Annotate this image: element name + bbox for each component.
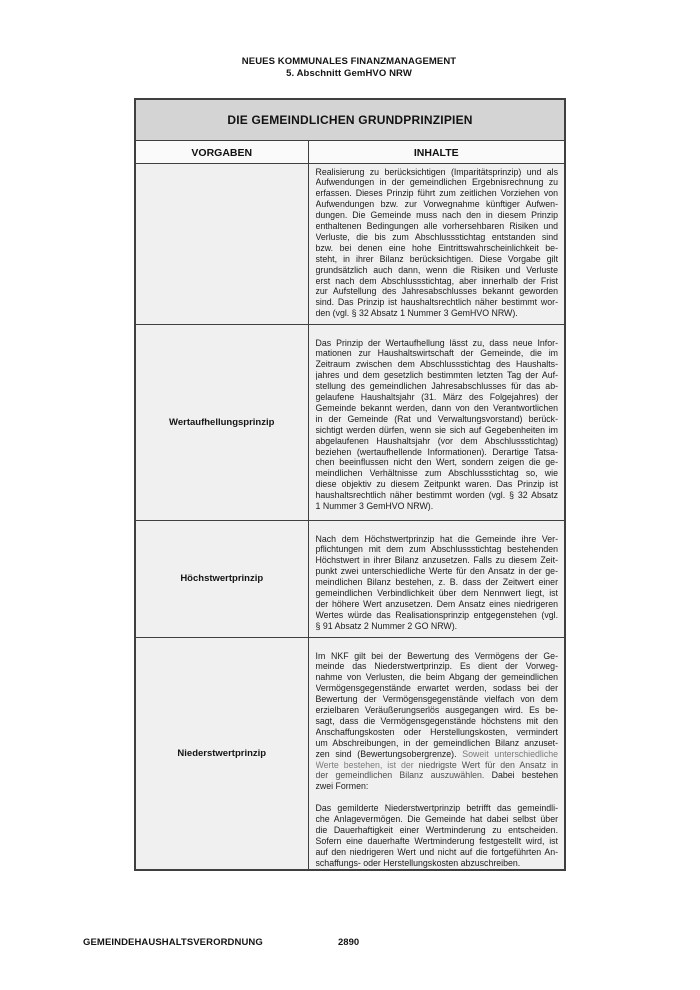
text-segment: Werte bestehen, ist der [315, 759, 419, 770]
table-title: DIE GEMEINDLICHEN GRUNDPRINZIPIEN [135, 99, 565, 140]
text-line: erzielbaren Veräußerungserlös ausgegangen wird. Es be- [315, 705, 559, 716]
text-line: enthaltenen Bedingungen alle vorhersehbaren Risiken und [315, 221, 559, 232]
text-line: zur Aufstellung des Jahresabschlusses bekannt geworden [315, 286, 559, 297]
text-line: bzw. bei denen eine hohe Eintrittswahrscheinlichkeit be- [315, 242, 559, 253]
text-line: Das Prinzip der Wertaufhellung lässt zu, dass neue Infor- [315, 337, 559, 348]
row-content [308, 324, 565, 520]
text-line: meindlichen Verhältnisse zum Abschlussstichtag so, wie [315, 468, 559, 479]
text-line: sind. Das Prinzip ist haushaltsrechtlich näher bestimmt wor- [315, 297, 559, 308]
text-line: Zeitraum zwischen dem Abschlussstichtag des Haushalts- [315, 359, 559, 370]
row-content [308, 637, 565, 870]
table-title-row [135, 99, 565, 140]
text-line: um Abschreibungen, in der gemeindlichen Bilanz anzuset- [315, 737, 559, 748]
row-content [308, 520, 565, 637]
text-line: mationen zur Haushaltswirtschaft der Gemeinde, die im [315, 348, 559, 359]
row-content [308, 163, 565, 324]
text-line: sichtigt werden dürfen, wenn sie sich auf Gegebenheiten im [315, 424, 559, 435]
table-row [135, 520, 565, 637]
text-line: Verluste, die bis zum Abschlussstichtag entstanden sind [315, 231, 559, 242]
text-line: nahme von Verlusten, die beim Abgang der gemeindlichen [315, 672, 559, 683]
text-line: Höchstwert in ihrer Bilanz anzusetzen. Falls zu diesem Zeit- [315, 555, 559, 566]
text-line: in der Gemeinde (Rat und Verwaltungsvorstand) berück- [315, 413, 559, 424]
paragraph-gap [316, 792, 559, 803]
page-number: 2890 [338, 937, 360, 948]
document-header-line1: NEUES KOMMUNALES FINANZMANAGEMENT [241, 56, 457, 67]
text-line: diese objektiv zu diesem Zeitpunkt waren. Das Prinzip ist [315, 479, 559, 490]
text-line: zwei Formen: [315, 781, 369, 792]
text-line: Sofern eine dauerhafte Wertminderung festgestellt wird, ist [315, 835, 559, 846]
principles-table [134, 98, 566, 871]
row-label-wertaufhellungsprinzip: Wertaufhellungsprinzip [135, 324, 308, 520]
text-line: Das gemilderte Niederstwertprinzip betrifft das gemeindli- [315, 803, 559, 814]
column-header-vorgaben: VORGABEN [135, 140, 308, 163]
text-line: che Anlagevermögen. Die Gemeinde hat dabei selbst über [315, 814, 559, 825]
text-line: erfassen. Dieses Prinzip führt zum zeitlichen Vorziehen von [315, 188, 559, 199]
text-line: 1 Nummer 3 GemHVO NRW). [315, 501, 434, 512]
text-line: schaffungs- oder Herstellungskosten abzuschreiben. [315, 857, 521, 868]
text-segment: niedrigste Wert für den Ansatz in [418, 759, 558, 770]
row-label-niederstwertprinzip: Niederstwertprinzip [135, 637, 308, 870]
text-line: § 91 Absatz 2 Nummer 2 GO NRW). [315, 620, 458, 631]
table-row [135, 637, 565, 870]
text-line: Realisierung zu berücksichtigen (Imparitätsprinzip) und als [315, 166, 559, 177]
text-segment: der gemeindlichen Bilanz auszuwählen. [315, 770, 485, 781]
text-line: Bewertung der Vermögensgegenstände vielfach von dem [315, 694, 559, 705]
text-line: Anschaffungskosten oder Herstellungskosten, vermindert [315, 726, 559, 737]
column-header-inhalte: INHALTE [308, 140, 565, 163]
text-line: abgelaufenen Haushaltsjahr (vor dem Abschlussstichtag) [315, 435, 559, 446]
text-segment: zen sind (Bewertungsobergrenze). [315, 748, 463, 759]
text-line: grundsätzlich auch dann, wenn die Risiken und Verluste [315, 264, 559, 275]
text-line: Im NKF gilt bei der Bewertung des Vermögens der Ge- [315, 650, 559, 661]
text-line: meinde das Niederstwertprinzip. Es dient der Vorweg- [315, 661, 559, 672]
text-line: auf den niedrigeren Wert und nicht auf die fortgeführten An- [315, 846, 559, 857]
table-row [135, 163, 565, 324]
document-header-line2: 5. Abschnitt GemHVO NRW [286, 67, 412, 79]
text-line [316, 749, 559, 760]
document-header [134, 56, 564, 79]
text-line: Gemeinde bekannt werden, dann von den Verantwortlichen [315, 402, 559, 413]
text-line: Nach dem Höchstwertprinzip hat die Gemeinde ihre Ver- [315, 533, 559, 544]
text-line: gelaufene Haushaltsjahr (31. März des Folgejahres) der [315, 392, 559, 403]
document-footer [0, 937, 700, 951]
footer-title: GEMEINDEHAUSHALTSVERORDNUNG [83, 937, 263, 948]
text-line: die Dauerhaftigkeit einer Wertminderung zu entscheiden. [315, 824, 559, 835]
text-line: stellung des gemeindlichen Jahresabschlusses für das ab- [315, 381, 559, 392]
text-line: haushaltsrechtlich näher bestimmt worden (vgl. § 32 Absatz [315, 490, 559, 501]
text-line: meindlichen Bilanz bestehen, z. B. dass der Zeitwert einer [315, 577, 559, 588]
text-line: Aufwendungen in der gemeindlichen Ergebnisrechnung zu [315, 177, 559, 188]
text-segment: Dabei bestehen [484, 770, 559, 781]
table-row [135, 324, 565, 520]
text-line: Wertes würde das Realisationsprinzip entgegenstehen (vgl. [315, 609, 559, 620]
text-line: Aufwendungen bzw. zur Vorwegnahme künftiger Aufwen- [315, 199, 559, 210]
text-segment: Soweit unterschiedliche [462, 748, 559, 759]
text-line: erst nach dem Abschlussstichtag, aber innerhalb der Frist [315, 275, 559, 286]
text-line: gemeindlichen Verbindlichkeit über dem Nennwert liegt, ist [315, 588, 559, 599]
text-line [316, 760, 559, 771]
text-line: beziehen (wertaufhellende Informationen). Derartige Tatsa- [315, 446, 559, 457]
text-line [316, 770, 559, 781]
text-line: sagt, dass die Vermögensgegenstände höchstens mit den [315, 715, 559, 726]
text-line: steht, in ihrer Bilanz berücksichtigen. Diese Vorgabe gilt [315, 253, 559, 264]
row-label-hoechstwertprinzip: Höchstwertprinzip [135, 520, 308, 637]
text-line: jahres und dem gesetzlich bestimmten letzten Tag der Auf- [315, 370, 559, 381]
text-line: dungen. Die Gemeinde muss nach den in diesem Prinzip [315, 210, 559, 221]
text-line: punkt zwei unterschiedliche Werte für den Ansatz in der ge- [315, 566, 559, 577]
table-column-header-row [135, 140, 565, 163]
text-line: Vermögensgegenstände erwartet werden, sodass bei der [315, 683, 559, 694]
text-line: der höhere Wert anzusetzen. Dem Ansatz eines niedrigeren [315, 598, 559, 609]
text-line: chen beeinflussen nicht den Wert, sondern zeigen die ge- [315, 457, 559, 468]
text-line: pflichtungen mit dem zum Abschlussstichtag bestehenden [315, 544, 559, 555]
text-line: den (vgl. § 32 Absatz 1 Nummer 3 GemHVO NRW). [315, 308, 518, 319]
row-label [135, 163, 308, 324]
